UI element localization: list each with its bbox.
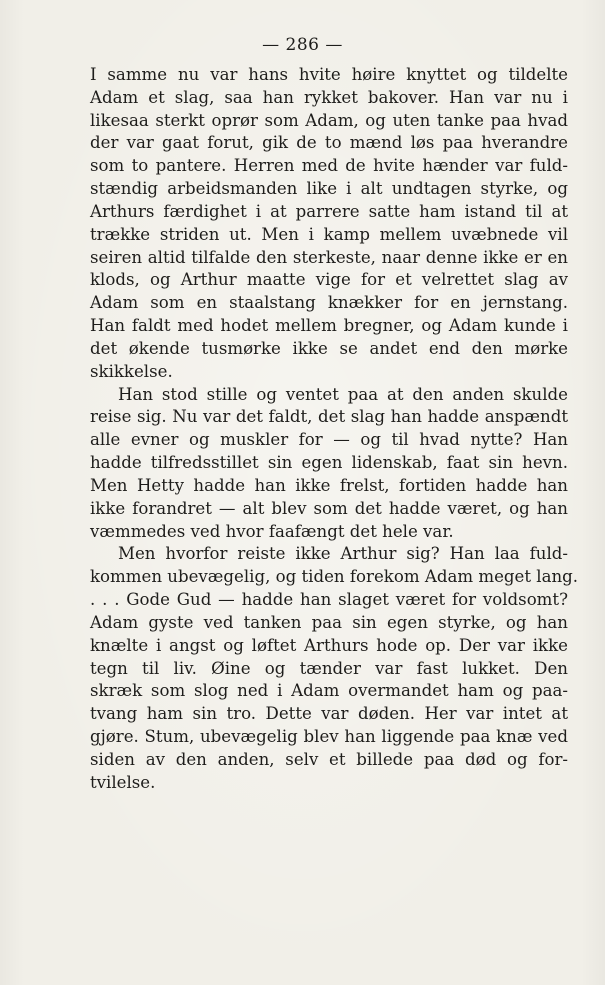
text-line: der var gaat forut, gik de to mænd løs paa hverandre xyxy=(90,133,568,153)
text-line: Han faldt med hodet mellem bregner, og Adam kunde i xyxy=(90,316,568,336)
text-line: tvang ham sin tro. Dette var døden. Her var intet at xyxy=(90,704,568,724)
text-line: alle evner og muskler for — og til hvad nytte? Han xyxy=(90,430,568,450)
text-line: . . . Gode Gud — hadde han slaget været for voldsomt? xyxy=(90,590,568,610)
text-line: tegn til liv. Øine og tænder var fast lukket. Den xyxy=(90,658,568,678)
text-line: seiren altid tilfalde den sterkeste, naar denne ikke er en xyxy=(90,247,568,267)
text-line: kommen ubevægelig, og tiden forekom Adam meget lang. xyxy=(90,567,579,587)
text-line: tvilelse. xyxy=(90,772,156,792)
text-line: Men Hetty hadde han ikke frelst, fortiden hadde han xyxy=(90,475,568,495)
text-line: Arthurs færdighet i at parrere satte ham istand til at xyxy=(90,201,568,221)
paragraph-1 xyxy=(90,64,568,384)
paragraph-2 xyxy=(90,384,568,544)
text-line: væmmedes ved hvor faafængt det hele var. xyxy=(90,521,454,541)
text-line: Men hvorfor reiste ikke Arthur sig? Han laa fuld- xyxy=(118,544,568,564)
text-line: Adam som en staalstang knækker for en jernstang. xyxy=(90,293,568,313)
paragraph-3 xyxy=(90,543,579,794)
text-line: gjøre. Stum, ubevægelig blev han liggende paa knæ ved xyxy=(90,727,568,747)
text-line: skikkelse. xyxy=(90,361,173,381)
text-line: I samme nu var hans hvite høire knyttet og tildelte xyxy=(90,65,568,84)
text-line: Adam gyste ved tanken paa sin egen styrke, og han xyxy=(90,612,568,632)
body-text xyxy=(90,64,579,795)
text-line: som to pantere. Herren med de hvite hænder var fuld- xyxy=(90,156,568,176)
text-line: Adam et slag, saa han rykket bakover. Han var nu i xyxy=(90,87,568,107)
text-line: knælte i angst og løftet Arthurs hode op. Der var ikke xyxy=(90,635,568,655)
text-line: stændig arbeidsmanden like i alt undtagen styrke, og xyxy=(90,179,568,199)
text-line: reise sig. Nu var det faldt, det slag han hadde anspændt xyxy=(90,407,568,427)
text-line: ikke forandret — alt blev som det hadde været, og han xyxy=(90,498,568,518)
text-line: det økende tusmørke ikke se andet end den mørke xyxy=(90,338,568,358)
text-line: trække striden ut. Men i kamp mellem uvæbnede vil xyxy=(90,224,568,244)
text-line: Han stod stille og ventet paa at den anden skulde xyxy=(118,384,568,404)
text-line: klods, og Arthur maatte vige for et velrettet slag av xyxy=(90,270,568,290)
text-line: hadde tilfredsstillet sin egen lidenskab, faat sin hevn. xyxy=(90,453,568,473)
page-number: — 286 — xyxy=(262,35,343,55)
text-line: skræk som slog ned i Adam overmandet ham og paa- xyxy=(90,681,568,701)
text-line: likesaa sterkt oprør som Adam, og uten tanke paa hvad xyxy=(90,110,568,130)
text-line: siden av den anden, selv et billede paa død og for- xyxy=(90,749,568,769)
